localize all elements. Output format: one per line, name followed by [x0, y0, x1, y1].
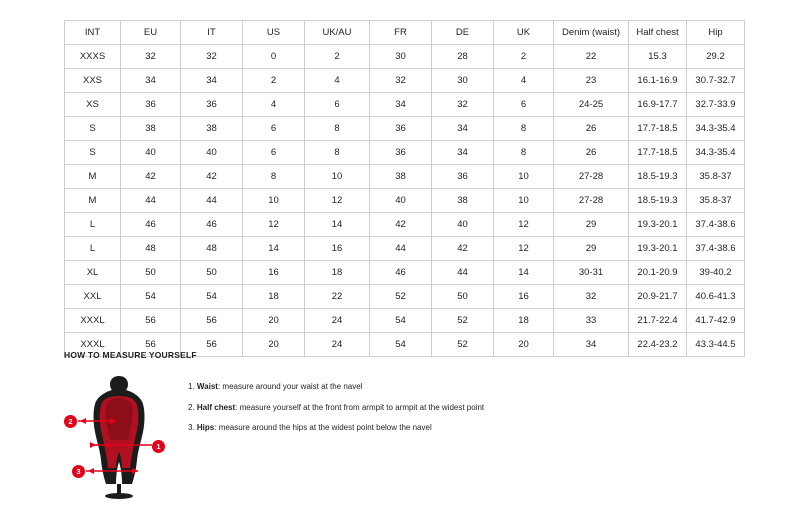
cell-denim-waist: 23	[554, 69, 629, 93]
cell-it: 56	[181, 309, 243, 333]
cell-hip: 35.8-37	[687, 165, 745, 189]
cell-hip: 41.7-42.9	[687, 309, 745, 333]
column-header-half-chest: Half chest	[629, 21, 687, 45]
mannequin-figure	[64, 370, 174, 500]
cell-uk-au: 24	[305, 309, 370, 333]
cell-fr: 46	[370, 261, 432, 285]
column-header-eu: EU	[121, 21, 181, 45]
cell-de: 40	[432, 213, 494, 237]
cell-half-chest: 18.5-19.3	[629, 189, 687, 213]
table-row	[65, 309, 745, 333]
cell-fr: 42	[370, 213, 432, 237]
cell-uk: 10	[494, 165, 554, 189]
cell-int: M	[65, 165, 121, 189]
cell-denim-waist: 29	[554, 213, 629, 237]
cell-int: XXXS	[65, 45, 121, 69]
cell-it: 38	[181, 117, 243, 141]
table-row	[65, 165, 745, 189]
cell-hip: 34.3-35.4	[687, 141, 745, 165]
cell-eu: 50	[121, 261, 181, 285]
column-header-us: US	[243, 21, 305, 45]
column-header-de: DE	[432, 21, 494, 45]
cell-hip: 35.8-37	[687, 189, 745, 213]
cell-it: 56	[181, 333, 243, 357]
cell-int: XL	[65, 261, 121, 285]
cell-half-chest: 20.9-21.7	[629, 285, 687, 309]
cell-eu: 54	[121, 285, 181, 309]
table-row	[65, 141, 745, 165]
cell-us: 12	[243, 213, 305, 237]
cell-int: M	[65, 189, 121, 213]
how-to-measure-title: HOW TO MEASURE YOURSELF	[64, 350, 197, 360]
size-table-container	[64, 20, 734, 357]
cell-it: 46	[181, 213, 243, 237]
cell-uk-au: 16	[305, 237, 370, 261]
cell-uk: 20	[494, 333, 554, 357]
cell-us: 18	[243, 285, 305, 309]
cell-de: 28	[432, 45, 494, 69]
measure-note-waist	[188, 382, 484, 392]
measure-note-half-chest-text: : measure yourself at the front from armpit to armpit at the widest point	[235, 402, 485, 412]
cell-hip: 30.7-32.7	[687, 69, 745, 93]
cell-half-chest: 19.3-20.1	[629, 237, 687, 261]
measure-note-half-chest	[188, 403, 484, 413]
cell-it: 54	[181, 285, 243, 309]
cell-denim-waist: 29	[554, 237, 629, 261]
cell-half-chest: 17.7-18.5	[629, 117, 687, 141]
cell-int: XXS	[65, 69, 121, 93]
cell-fr: 54	[370, 309, 432, 333]
cell-it: 36	[181, 93, 243, 117]
table-row	[65, 237, 745, 261]
cell-eu: 56	[121, 333, 181, 357]
cell-uk: 2	[494, 45, 554, 69]
cell-uk: 16	[494, 285, 554, 309]
cell-int: L	[65, 237, 121, 261]
table-row	[65, 285, 745, 309]
cell-half-chest: 20.1-20.9	[629, 261, 687, 285]
cell-uk-au: 22	[305, 285, 370, 309]
cell-uk: 8	[494, 141, 554, 165]
cell-de: 32	[432, 93, 494, 117]
cell-half-chest: 18.5-19.3	[629, 165, 687, 189]
cell-uk-au: 10	[305, 165, 370, 189]
figure-bullet-1: 1	[152, 440, 165, 453]
cell-uk: 8	[494, 117, 554, 141]
measure-notes	[188, 370, 484, 444]
measure-note-waist-term: Waist	[196, 382, 218, 391]
cell-denim-waist: 33	[554, 309, 629, 333]
cell-eu: 46	[121, 213, 181, 237]
cell-uk-au: 8	[305, 117, 370, 141]
cell-uk: 4	[494, 69, 554, 93]
cell-hip: 39-40.2	[687, 261, 745, 285]
measure-note-half-chest-number: 2.	[188, 402, 195, 412]
cell-eu: 34	[121, 69, 181, 93]
cell-hip: 32.7-33.9	[687, 93, 745, 117]
cell-uk: 12	[494, 237, 554, 261]
cell-us: 10	[243, 189, 305, 213]
cell-us: 6	[243, 117, 305, 141]
cell-fr: 32	[370, 69, 432, 93]
column-header-it: IT	[181, 21, 243, 45]
cell-eu: 42	[121, 165, 181, 189]
cell-int: L	[65, 213, 121, 237]
measure-note-waist-text: : measure around your waist at the navel	[217, 382, 363, 391]
cell-int: S	[65, 141, 121, 165]
cell-denim-waist: 22	[554, 45, 629, 69]
cell-fr: 54	[370, 333, 432, 357]
cell-uk-au: 2	[305, 45, 370, 69]
cell-int: XS	[65, 93, 121, 117]
cell-eu: 36	[121, 93, 181, 117]
cell-hip: 37.4-38.6	[687, 237, 745, 261]
table-row	[65, 213, 745, 237]
cell-de: 52	[432, 333, 494, 357]
cell-it: 44	[181, 189, 243, 213]
table-row	[65, 261, 745, 285]
column-header-denim-waist: Denim (waist)	[554, 21, 629, 45]
table-header-row	[65, 21, 745, 45]
cell-de: 34	[432, 117, 494, 141]
cell-uk: 6	[494, 93, 554, 117]
cell-fr: 34	[370, 93, 432, 117]
cell-half-chest: 16.1-16.9	[629, 69, 687, 93]
cell-de: 44	[432, 261, 494, 285]
cell-us: 20	[243, 333, 305, 357]
table-row	[65, 189, 745, 213]
measure-note-hips-text: : measure around the hips at the widest point below the navel	[214, 423, 432, 433]
cell-eu: 56	[121, 309, 181, 333]
cell-denim-waist: 27-28	[554, 189, 629, 213]
size-table-body	[65, 45, 745, 357]
cell-half-chest: 17.7-18.5	[629, 141, 687, 165]
column-header-fr: FR	[370, 21, 432, 45]
cell-fr: 36	[370, 117, 432, 141]
cell-it: 48	[181, 237, 243, 261]
cell-uk: 18	[494, 309, 554, 333]
cell-half-chest: 21.7-22.4	[629, 309, 687, 333]
cell-fr: 44	[370, 237, 432, 261]
cell-hip: 29.2	[687, 45, 745, 69]
cell-it: 50	[181, 261, 243, 285]
measure-note-hips	[188, 423, 484, 433]
column-header-uk-au: UK/AU	[305, 21, 370, 45]
cell-fr: 40	[370, 189, 432, 213]
cell-int: XXL	[65, 285, 121, 309]
cell-denim-waist: 30-31	[554, 261, 629, 285]
cell-it: 32	[181, 45, 243, 69]
cell-uk-au: 14	[305, 213, 370, 237]
cell-denim-waist: 26	[554, 141, 629, 165]
cell-de: 34	[432, 141, 494, 165]
how-to-measure-section	[64, 350, 744, 500]
cell-fr: 30	[370, 45, 432, 69]
cell-uk-au: 18	[305, 261, 370, 285]
cell-us: 8	[243, 165, 305, 189]
cell-de: 42	[432, 237, 494, 261]
measure-note-hips-number: 3.	[188, 423, 195, 433]
measure-note-half-chest-term: Half chest	[196, 402, 236, 412]
cell-half-chest: 22.4-23.2	[629, 333, 687, 357]
cell-de: 30	[432, 69, 494, 93]
cell-de: 38	[432, 189, 494, 213]
cell-denim-waist: 26	[554, 117, 629, 141]
cell-int: S	[65, 117, 121, 141]
cell-uk: 14	[494, 261, 554, 285]
cell-half-chest: 15.3	[629, 45, 687, 69]
cell-uk-au: 4	[305, 69, 370, 93]
cell-half-chest: 16.9-17.7	[629, 93, 687, 117]
size-table-head	[65, 21, 745, 45]
cell-uk-au: 12	[305, 189, 370, 213]
figure-bullet-2: 2	[64, 415, 77, 428]
cell-us: 4	[243, 93, 305, 117]
cell-us: 6	[243, 141, 305, 165]
cell-us: 0	[243, 45, 305, 69]
cell-eu: 40	[121, 141, 181, 165]
figure-bullet-3: 3	[72, 465, 85, 478]
cell-denim-waist: 32	[554, 285, 629, 309]
cell-de: 50	[432, 285, 494, 309]
cell-int: XXXL	[65, 309, 121, 333]
cell-uk-au: 6	[305, 93, 370, 117]
table-row	[65, 45, 745, 69]
cell-uk-au: 8	[305, 141, 370, 165]
cell-fr: 36	[370, 141, 432, 165]
cell-fr: 52	[370, 285, 432, 309]
cell-uk-au: 24	[305, 333, 370, 357]
cell-eu: 44	[121, 189, 181, 213]
cell-hip: 43.3-44.5	[687, 333, 745, 357]
cell-de: 52	[432, 309, 494, 333]
cell-denim-waist: 27-28	[554, 165, 629, 189]
table-row	[65, 117, 745, 141]
how-to-measure-body	[64, 370, 744, 500]
size-table	[64, 20, 745, 357]
cell-us: 20	[243, 309, 305, 333]
cell-int: XXXL	[65, 333, 121, 357]
cell-us: 16	[243, 261, 305, 285]
cell-it: 34	[181, 69, 243, 93]
cell-half-chest: 19.3-20.1	[629, 213, 687, 237]
cell-it: 40	[181, 141, 243, 165]
cell-denim-waist: 24-25	[554, 93, 629, 117]
cell-eu: 32	[121, 45, 181, 69]
cell-us: 14	[243, 237, 305, 261]
column-header-uk: UK	[494, 21, 554, 45]
cell-hip: 37.4-38.6	[687, 213, 745, 237]
cell-de: 36	[432, 165, 494, 189]
cell-hip: 40.6-41.3	[687, 285, 745, 309]
column-header-int: INT	[65, 21, 121, 45]
measure-note-waist-number: 1.	[188, 382, 195, 391]
cell-fr: 38	[370, 165, 432, 189]
cell-us: 2	[243, 69, 305, 93]
cell-it: 42	[181, 165, 243, 189]
cell-uk: 12	[494, 213, 554, 237]
table-row	[65, 69, 745, 93]
cell-denim-waist: 34	[554, 333, 629, 357]
table-row	[65, 93, 745, 117]
cell-eu: 48	[121, 237, 181, 261]
mannequin-illustration	[64, 370, 174, 500]
column-header-hip: Hip	[687, 21, 745, 45]
cell-uk: 10	[494, 189, 554, 213]
cell-hip: 34.3-35.4	[687, 117, 745, 141]
cell-eu: 38	[121, 117, 181, 141]
measure-note-hips-term: Hips	[196, 423, 215, 433]
